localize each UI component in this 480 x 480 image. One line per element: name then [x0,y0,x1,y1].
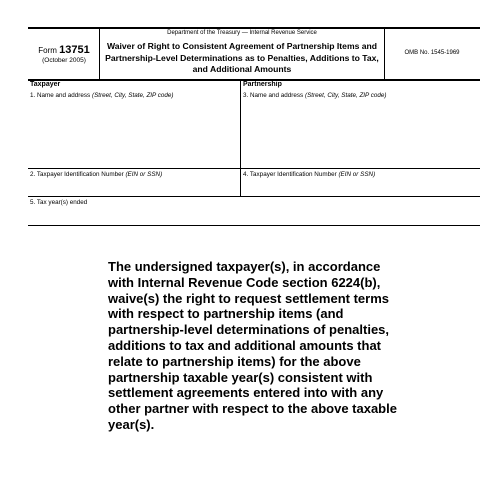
partnership-name-label: 3. Name and address [243,92,304,99]
row-rule-2 [28,196,480,197]
partnership-tin-hint: (EIN or SSN) [338,171,376,178]
taxpayer-name-label: 1. Name and address [30,92,91,99]
partnership-name-hint: (Street, City, State, ZIP code) [304,92,387,99]
tax-year-field[interactable] [30,199,478,223]
form-title: Waiver of Right to Consistent Agreement of Partnership Items and Partnership-Level Determinations as to Penalties, Additions to Tax, and Additional Amounts [105,41,379,74]
partnership-heading: Partnership [243,81,282,88]
department-line: Department of the Treasury — Internal Revenue Service [167,30,317,36]
partnership-tin-field[interactable] [243,171,478,195]
form-number: 13751 [59,44,90,56]
taxpayer-tin-field[interactable] [30,171,238,195]
partnership-tin-label: 4. Taxpayer Identification Number [243,171,337,178]
header-divider-right [384,28,385,79]
row-rule-1 [28,168,480,169]
taxpayer-name-address-field[interactable] [30,92,238,166]
waiver-statement: The undersigned taxpayer(s), in accordance with Internal Revenue Code section 6224(b), waive(s) the right to request settlement terms with respect to partnership items (and partnership-level determinations of penalties, additions to tax and additional amounts that relate to partnership items) for the above partnership taxable year(s) consistent with settlement agreements entered into with any other partner with respect to the above taxable year(s). [108,259,397,432]
form-date: (October 2005) [42,57,86,64]
header-top-rule [28,27,480,29]
column-divider [240,80,241,197]
partnership-name-address-field[interactable] [243,92,478,166]
taxpayer-name-hint: (Street, City, State, ZIP code) [91,92,174,99]
taxpayer-tin-label: 2. Taxpayer Identification Number [30,171,124,178]
tax-year-label: 5. Tax year(s) ended [30,199,88,206]
form-identifier [28,44,100,56]
taxpayer-heading: Taxpayer [30,81,61,88]
omb-number: OMB No. 1545-1969 [404,50,460,56]
form-prefix: Form [38,46,57,55]
row-rule-3 [28,225,480,226]
taxpayer-tin-hint: (EIN or SSN) [125,171,163,178]
